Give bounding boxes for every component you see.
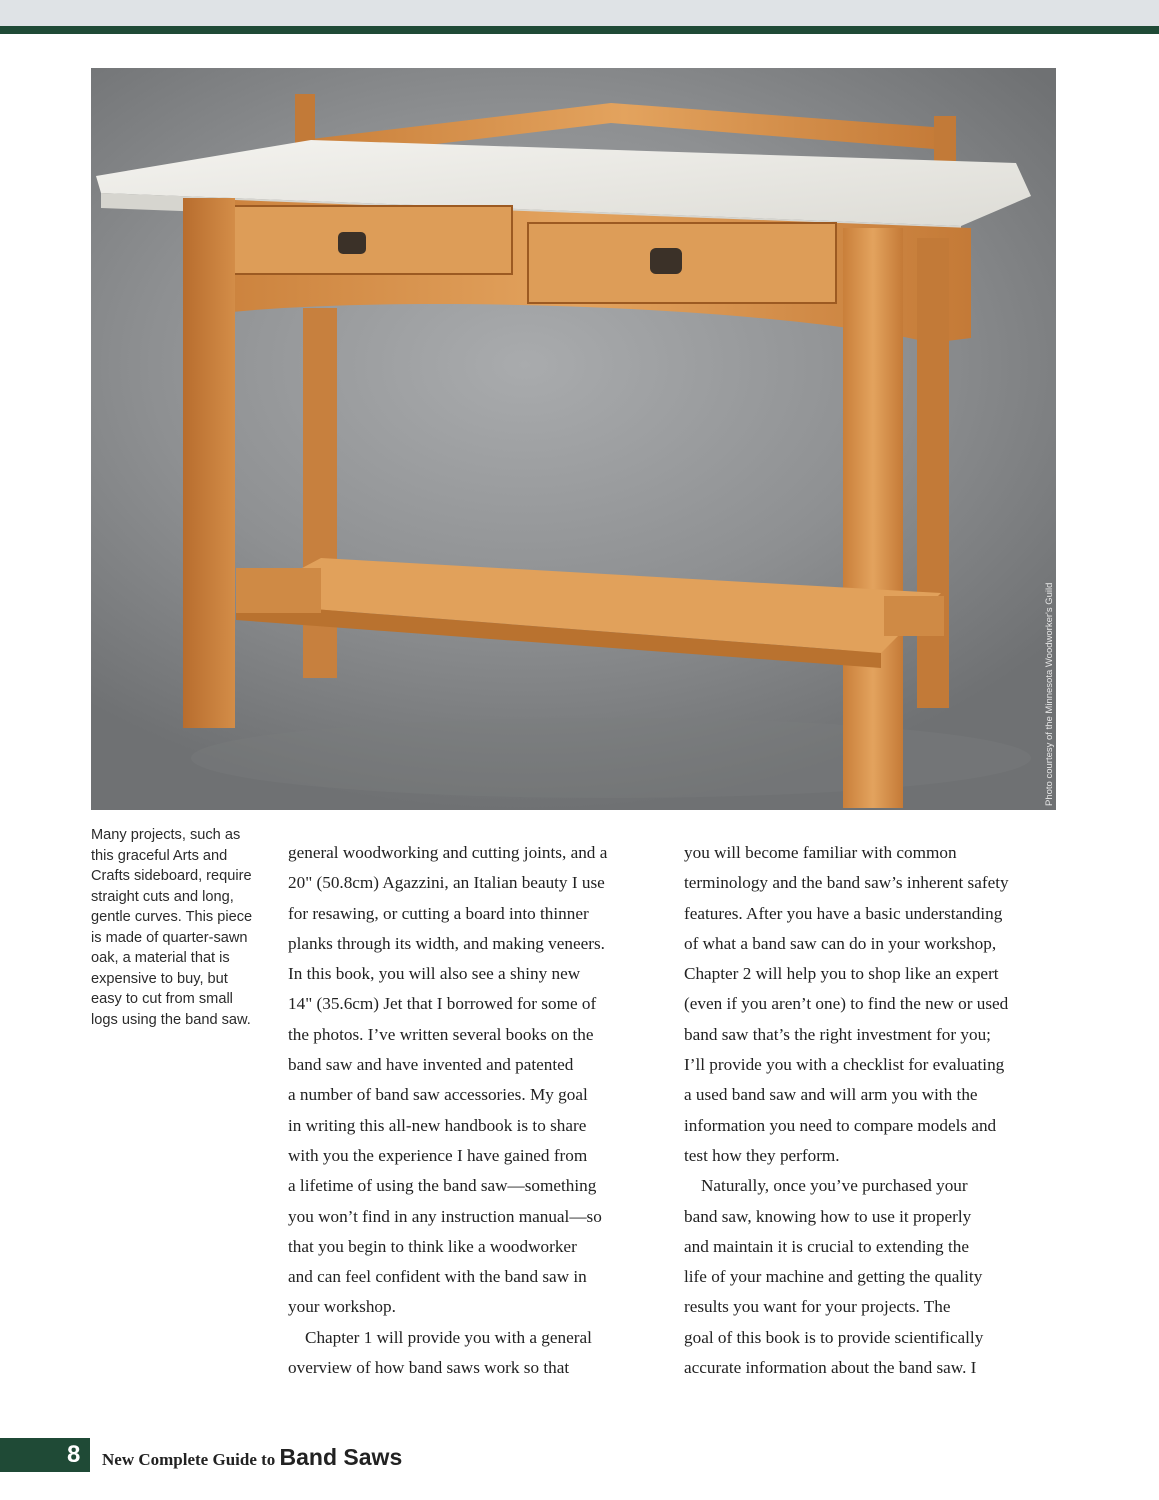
sideboard-photo [91,68,1056,810]
body-line: 14" (35.6cm) Jet that I borrowed for some of [288,994,597,1014]
body-line: goal of this book is to provide scientifically [684,1327,984,1347]
leg-front-left [183,198,235,728]
caption-line: easy to cut from small [91,991,233,1007]
header-band [0,0,1159,26]
drawer-pull-left [338,232,366,254]
body-line: overview of how band saws work so that [288,1358,570,1378]
caption-line: is made of quarter-sawn [91,929,248,946]
body-line: information you need to compare models and [684,1115,997,1135]
body-line: that you begin to think like a woodworker [288,1236,577,1256]
body-line: life of your machine and getting the quality [684,1267,983,1287]
page-number: 8 [67,1441,81,1468]
caption-line: expensive to buy, but [91,970,228,987]
sideboard-illustration [91,68,1056,810]
running-footer [102,1440,402,1474]
body-line: (even if you aren’t one) to find the new or used [684,994,1009,1014]
body-line: you won’t find in any instruction manual—so [288,1206,602,1226]
body-column-1 [288,838,658,1383]
footer-title-prefix: New Complete Guide to [102,1450,276,1469]
footer-title-main: Band Saws [279,1444,403,1470]
caption-line: logs using the band saw. [91,1011,251,1028]
leg-front-right [843,228,903,808]
body-line: a lifetime of using the band saw—something [288,1176,597,1196]
body-line: your workshop. [288,1297,396,1317]
body-line: band saw, knowing how to use it properly [684,1206,972,1226]
caption-line: this graceful Arts and [91,847,228,864]
leg-back-right [917,238,949,708]
body-line: the photos. I’ve written several books on the [288,1024,594,1044]
body-line: Chapter 1 will provide you with a general [305,1327,592,1347]
body-line: In this book, you will also see a shiny new [288,964,581,984]
body-line: a used band saw and will arm you with the [684,1085,978,1105]
drawer-left [224,206,512,274]
body-line: band saw that’s the right investment for you; [684,1024,991,1044]
photo-credit: Photo courtesy of the Minnesota Woodworker's Guild [1044,582,1055,806]
body-line: results you want for your projects. The [684,1297,951,1317]
body-line: and can feel confident with the band saw in [288,1267,587,1287]
body-line: terminology and the band saw’s inherent safety [684,873,1009,893]
body-line: a number of band saw accessories. My goal [288,1085,588,1105]
body-line: in writing this all-new handbook is to share [288,1115,587,1135]
photo-caption [91,825,267,1030]
body-line: accurate information about the band saw. I [684,1358,977,1378]
body-line: of what a band saw can do in your workshop, [684,933,997,953]
body-line: 20" (50.8cm) Agazzini, an Italian beauty I use [288,873,605,893]
body-line: you will become familiar with common [684,843,957,862]
body-line: for resawing, or cutting a board into thinner [288,903,589,923]
header-rule [0,26,1159,34]
body-column-2 [684,838,1054,1383]
body-line: Chapter 2 will help you to shop like an expert [684,964,999,984]
caption-line: gentle curves. This piece [91,909,253,925]
caption-line: Crafts sideboard, require [91,868,252,884]
body-line: band saw and have invented and patented [288,1055,574,1075]
caption-line: Many projects, such as [91,827,241,843]
body-line: features. After you have a basic understanding [684,903,1003,923]
body-line: Naturally, once you’ve purchased your [701,1176,968,1196]
body-line: and maintain it is crucial to extending the [684,1236,969,1256]
caption-line: oak, a material that is [91,950,230,966]
body-line: general woodworking and cutting joints, and a [288,843,608,862]
caption-line: straight cuts and long, [91,888,234,905]
body-line: with you the experience I have gained from [288,1145,588,1165]
body-line: planks through its width, and making veneers. [288,933,605,953]
body-line: test how they perform. [684,1145,840,1165]
drawer-pull-right [650,248,682,274]
body-line: I’ll provide you with a checklist for evaluating [684,1055,1005,1075]
